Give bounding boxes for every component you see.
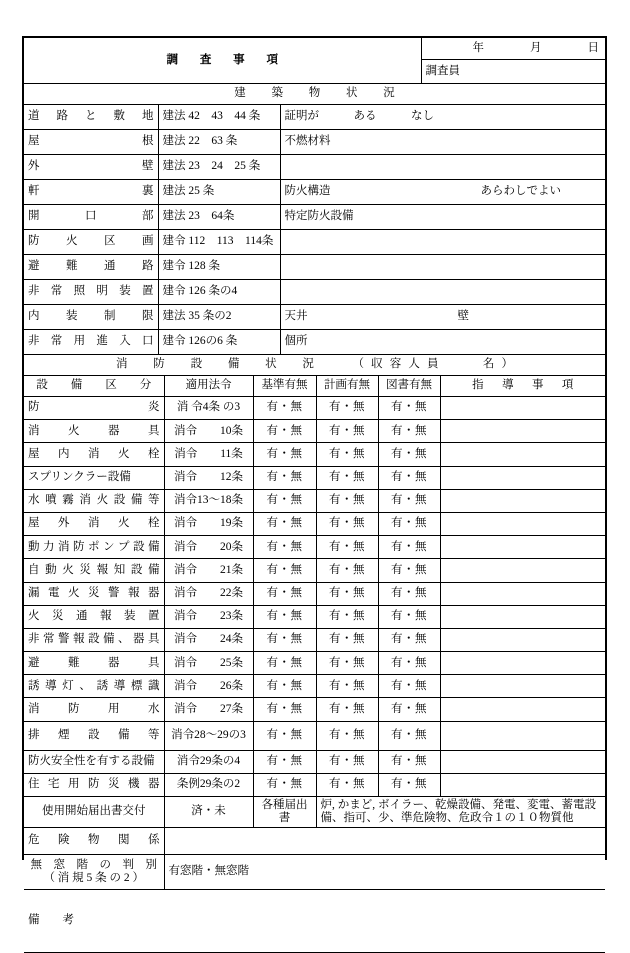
equipment-label-emergency-alarm: 非 常 警 報 設 備 、 器 具 — [24, 628, 164, 651]
header-standard-exists: 基準有無 — [253, 376, 316, 397]
drawing-yesno[interactable]: 有・無 — [378, 536, 440, 559]
guidance-cell[interactable] — [440, 773, 605, 796]
equipment-label-auto-fire-alarm: 自 動 火 災 報 知 設 備 — [24, 559, 164, 582]
table-row — [24, 180, 605, 205]
standard-yesno[interactable]: 有・無 — [253, 512, 316, 535]
row-note-road-and-site[interactable]: 証明が ある なし — [280, 105, 605, 130]
standard-yesno[interactable]: 有・無 — [253, 721, 316, 750]
equipment-law-smoke-exhaust: 消令28〜29の3 — [164, 721, 253, 750]
table-row — [24, 255, 605, 280]
plan-yesno[interactable]: 有・無 — [316, 721, 378, 750]
drawing-yesno[interactable]: 有・無 — [378, 773, 440, 796]
day-label: 日 — [587, 41, 599, 54]
row-label-emergency-lighting: 非 常 照 明 装 置 — [24, 280, 158, 305]
standard-yesno[interactable]: 有・無 — [253, 698, 316, 721]
row-law-eaves: 建法 25 条 — [158, 180, 280, 205]
table-row — [24, 443, 605, 466]
plan-yesno[interactable]: 有・無 — [316, 512, 378, 535]
row-note-opening[interactable]: 特定防火設備 — [280, 205, 605, 230]
interior-wall-text: 壁 — [457, 310, 469, 323]
row-label-interior-restriction: 内 装 制 限 — [24, 305, 158, 330]
plan-yesno[interactable]: 有・無 — [316, 559, 378, 582]
plan-yesno[interactable]: 有・無 — [316, 420, 378, 443]
guidance-cell[interactable] — [440, 750, 605, 773]
usage-notice-label: 使用開始届出書交付 — [24, 797, 164, 828]
guidance-cell[interactable] — [440, 443, 605, 466]
table-row — [24, 750, 605, 773]
drawing-yesno[interactable]: 有・無 — [378, 466, 440, 489]
drawing-yesno[interactable]: 有・無 — [378, 397, 440, 420]
equipment-law-evacuation-equipment: 消令 25条 — [164, 652, 253, 675]
equipment-label-indoor-hydrant: 屋 内 消 火 栓 — [24, 443, 164, 466]
plan-yesno[interactable]: 有・無 — [316, 489, 378, 512]
guidance-cell[interactable] — [440, 466, 605, 489]
drawing-yesno[interactable]: 有・無 — [378, 512, 440, 535]
row-law-emergency-entrance: 建令 126の6 条 — [158, 330, 280, 355]
row-law-emergency-lighting: 建令 126 条の4 — [158, 280, 280, 305]
inspector-field[interactable]: 調査員 — [421, 60, 605, 84]
row-label-fire-compartment: 防 火 区 画 — [24, 230, 158, 255]
guidance-cell[interactable] — [440, 675, 605, 698]
standard-yesno[interactable]: 有・無 — [253, 420, 316, 443]
table-row — [24, 721, 605, 750]
hazardous-materials-value[interactable] — [164, 828, 605, 855]
guidance-cell[interactable] — [440, 652, 605, 675]
standard-yesno[interactable]: 有・無 — [253, 750, 316, 773]
row-law-fire-compartment: 建令 112 113 114条 — [158, 230, 280, 255]
equipment-law-emergency-alarm: 消令 24条 — [164, 628, 253, 651]
table-row — [24, 559, 605, 582]
windowless-floor-row — [24, 855, 605, 890]
equipment-law-power-fire-pump: 消令 20条 — [164, 536, 253, 559]
equipment-label-fire-extinguisher: 消 火 器 具 — [24, 420, 164, 443]
remarks-row — [24, 890, 605, 953]
page-title: 調 査 事 項 — [24, 38, 421, 84]
fire-table-header-row — [24, 376, 605, 397]
table-row — [24, 397, 605, 420]
plan-yesno[interactable]: 有・無 — [316, 628, 378, 651]
guidance-cell[interactable] — [440, 582, 605, 605]
guidance-cell[interactable] — [440, 628, 605, 651]
standard-yesno[interactable]: 有・無 — [253, 536, 316, 559]
remarks-label[interactable]: 備 考 — [24, 890, 605, 953]
hazardous-materials-label: 危 険 物 関 係 — [24, 828, 164, 855]
interior-ceiling-text: 天井 — [284, 310, 308, 323]
header-drawing-exists: 図書有無 — [378, 376, 440, 397]
equipment-label-flameproof: 防 炎 — [24, 397, 164, 420]
guidance-cell[interactable] — [440, 605, 605, 628]
equipment-label-sprinkler: スプリンクラー設備 — [24, 466, 164, 489]
drawing-yesno[interactable]: 有・無 — [378, 559, 440, 582]
drawing-yesno[interactable]: 有・無 — [378, 652, 440, 675]
standard-yesno[interactable]: 有・無 — [253, 605, 316, 628]
drawing-yesno[interactable]: 有・無 — [378, 628, 440, 651]
table-row — [24, 512, 605, 535]
building-section-banner: 建 築 物 状 況 — [24, 84, 605, 105]
row-label-opening: 開 口 部 — [24, 205, 158, 230]
row-note-exterior-wall[interactable] — [280, 155, 605, 180]
usage-notice-value[interactable]: 済・未 — [164, 797, 253, 828]
plan-yesno[interactable]: 有・無 — [316, 652, 378, 675]
equipment-label-water-spray: 水 噴 霧 消 火 設 備 等 — [24, 489, 164, 512]
equipment-law-firefighting-water: 消令 27条 — [164, 698, 253, 721]
row-note-interior-restriction[interactable] — [280, 305, 605, 330]
plan-yesno[interactable]: 有・無 — [316, 466, 378, 489]
plan-yesno[interactable]: 有・無 — [316, 750, 378, 773]
row-label-roof: 屋 根 — [24, 130, 158, 155]
drawing-yesno[interactable]: 有・無 — [378, 675, 440, 698]
drawing-yesno[interactable]: 有・無 — [378, 489, 440, 512]
table-row — [24, 628, 605, 651]
equipment-law-fire-extinguisher: 消令 10条 — [164, 420, 253, 443]
equipment-label-firefighting-water: 消 防 用 水 — [24, 698, 164, 721]
row-label-emergency-entrance: 非 常 用 進 入 口 — [24, 330, 158, 355]
equipment-law-guide-light: 消令 26条 — [164, 675, 253, 698]
various-notices-value[interactable]: 炉, かまど, ボイラー、乾燥設備、発電、変電、蓄電設備、指可、少、準危険物、危政令１の１０物質他 — [316, 797, 605, 828]
guidance-cell[interactable] — [440, 698, 605, 721]
standard-yesno[interactable]: 有・無 — [253, 675, 316, 698]
table-row — [24, 105, 605, 130]
table-row — [24, 230, 605, 255]
table-row — [24, 652, 605, 675]
year-label: 年 — [472, 41, 484, 54]
usage-notice-row — [24, 797, 605, 828]
guidance-cell[interactable] — [440, 420, 605, 443]
standard-yesno[interactable]: 有・無 — [253, 628, 316, 651]
drawing-yesno[interactable]: 有・無 — [378, 605, 440, 628]
drawing-yesno[interactable]: 有・無 — [378, 750, 440, 773]
drawing-yesno[interactable]: 有・無 — [378, 721, 440, 750]
plan-yesno[interactable]: 有・無 — [316, 536, 378, 559]
table-row — [24, 605, 605, 628]
fire-equipment-table — [24, 355, 605, 797]
windowless-floor-label — [24, 855, 164, 890]
table-row — [24, 280, 605, 305]
standard-yesno[interactable]: 有・無 — [253, 443, 316, 466]
fire-section-banner-row — [24, 355, 605, 376]
equipment-label-outdoor-hydrant: 屋 外 消 火 栓 — [24, 512, 164, 535]
inspection-form-frame — [22, 36, 607, 927]
table-row — [24, 130, 605, 155]
equipment-label-power-fire-pump: 動 力 消 防 ポ ン プ 設 備 — [24, 536, 164, 559]
equipment-law-flameproof: 消 令4条 の3 — [164, 397, 253, 420]
header-applicable-law: 適用法令 — [164, 376, 253, 397]
equipment-law-water-spray: 消令13〜18条 — [164, 489, 253, 512]
equipment-label-residential-disaster-device: 住 宅 用 防 災 機 器 — [24, 773, 164, 796]
standard-yesno[interactable]: 有・無 — [253, 773, 316, 796]
equipment-law-residential-disaster-device: 条例29条の2 — [164, 773, 253, 796]
windowless-floor-value[interactable]: 有窓階・無窓階 — [164, 855, 605, 890]
guidance-cell[interactable] — [440, 559, 605, 582]
table-row — [24, 582, 605, 605]
equipment-law-sprinkler: 消令 12条 — [164, 466, 253, 489]
drawing-yesno[interactable]: 有・無 — [378, 420, 440, 443]
row-label-exterior-wall: 外 壁 — [24, 155, 158, 180]
date-row[interactable] — [421, 38, 605, 60]
plan-yesno[interactable]: 有・無 — [316, 675, 378, 698]
windowless-floor-label-line2: （ 消 規 5 条 の 2 ） — [43, 872, 145, 884]
row-law-interior-restriction: 建法 35 条の2 — [158, 305, 280, 330]
title-block-table — [24, 38, 605, 84]
table-row — [24, 330, 605, 355]
equipment-law-leakage-alarm: 消令 22条 — [164, 582, 253, 605]
drawing-yesno[interactable]: 有・無 — [378, 582, 440, 605]
plan-yesno[interactable]: 有・無 — [316, 698, 378, 721]
row-law-exterior-wall: 建法 23 24 25 条 — [158, 155, 280, 180]
table-row — [24, 205, 605, 230]
table-row — [24, 305, 605, 330]
equipment-label-leakage-alarm: 漏 電 火 災 警 報 器 — [24, 582, 164, 605]
standard-yesno[interactable]: 有・無 — [253, 559, 316, 582]
building-section-banner-row — [24, 84, 605, 105]
guidance-cell[interactable] — [440, 512, 605, 535]
table-row — [24, 698, 605, 721]
row-label-eaves: 軒 裏 — [24, 180, 158, 205]
table-row — [24, 420, 605, 443]
eaves-structure-text: 防火構造 — [284, 185, 331, 198]
row-note-emergency-lighting[interactable] — [280, 280, 605, 305]
row-law-road-and-site: 建法 42 43 44 条 — [158, 105, 280, 130]
row-law-opening: 建法 23 64条 — [158, 205, 280, 230]
guidance-cell[interactable] — [440, 397, 605, 420]
guidance-cell[interactable] — [440, 721, 605, 750]
eaves-exposed-text: あらわしでよい — [480, 185, 561, 198]
standard-yesno[interactable]: 有・無 — [253, 466, 316, 489]
bottom-section-table — [24, 797, 605, 953]
equipment-label-evacuation-equipment: 避 難 器 具 — [24, 652, 164, 675]
plan-yesno[interactable]: 有・無 — [316, 397, 378, 420]
standard-yesno[interactable]: 有・無 — [253, 582, 316, 605]
row-label-evacuation-route: 避 難 通 路 — [24, 255, 158, 280]
equipment-law-fire-safety-performance: 消令29条の4 — [164, 750, 253, 773]
drawing-yesno[interactable]: 有・無 — [378, 698, 440, 721]
standard-yesno[interactable]: 有・無 — [253, 652, 316, 675]
row-law-evacuation-route: 建令 128 条 — [158, 255, 280, 280]
various-notices-label: 各種届出書 — [253, 797, 316, 828]
row-note-emergency-entrance[interactable]: 個所 — [280, 330, 605, 355]
equipment-law-indoor-hydrant: 消令 11条 — [164, 443, 253, 466]
table-row — [24, 466, 605, 489]
plan-yesno[interactable]: 有・無 — [316, 582, 378, 605]
table-row — [24, 155, 605, 180]
header-equipment-category: 設 備 区 分 — [24, 376, 164, 397]
equipment-label-guide-light: 誘 導 灯 、 誘 導 標 識 — [24, 675, 164, 698]
plan-yesno[interactable]: 有・無 — [316, 773, 378, 796]
header-plan-exists: 計画有無 — [316, 376, 378, 397]
hazardous-materials-row — [24, 828, 605, 855]
guidance-cell[interactable] — [440, 489, 605, 512]
header-guidance-items: 指 導 事 項 — [440, 376, 605, 397]
row-note-eaves[interactable] — [280, 180, 605, 205]
row-label-road-and-site: 道 路 と 敷 地 — [24, 105, 158, 130]
fire-section-banner: 消 防 設 備 状 況 （収容人員 名） — [24, 355, 605, 376]
equipment-law-auto-fire-alarm: 消令 21条 — [164, 559, 253, 582]
standard-yesno[interactable]: 有・無 — [253, 489, 316, 512]
table-row — [24, 489, 605, 512]
row-law-roof: 建法 22 63 条 — [158, 130, 280, 155]
standard-yesno[interactable]: 有・無 — [253, 397, 316, 420]
equipment-label-fire-report-device: 火 災 通 報 装 置 — [24, 605, 164, 628]
row-note-fire-compartment[interactable] — [280, 230, 605, 255]
equipment-law-fire-report-device: 消令 23条 — [164, 605, 253, 628]
row-note-evacuation-route[interactable] — [280, 255, 605, 280]
equipment-label-smoke-exhaust: 排 煙 設 備 等 — [24, 721, 164, 750]
plan-yesno[interactable]: 有・無 — [316, 605, 378, 628]
plan-yesno[interactable]: 有・無 — [316, 443, 378, 466]
table-row — [24, 773, 605, 796]
equipment-law-outdoor-hydrant: 消令 19条 — [164, 512, 253, 535]
building-status-table — [24, 84, 605, 355]
drawing-yesno[interactable]: 有・無 — [378, 443, 440, 466]
month-label: 月 — [530, 41, 542, 54]
windowless-floor-label-line1: 無 窓 階 の 判 別 — [30, 858, 157, 871]
equipment-label-fire-safety-performance: 防火安全性を有する設備 — [24, 750, 164, 773]
title-row — [24, 38, 605, 60]
table-row — [24, 536, 605, 559]
row-note-roof[interactable]: 不燃材料 — [280, 130, 605, 155]
table-row — [24, 675, 605, 698]
guidance-cell[interactable] — [440, 536, 605, 559]
